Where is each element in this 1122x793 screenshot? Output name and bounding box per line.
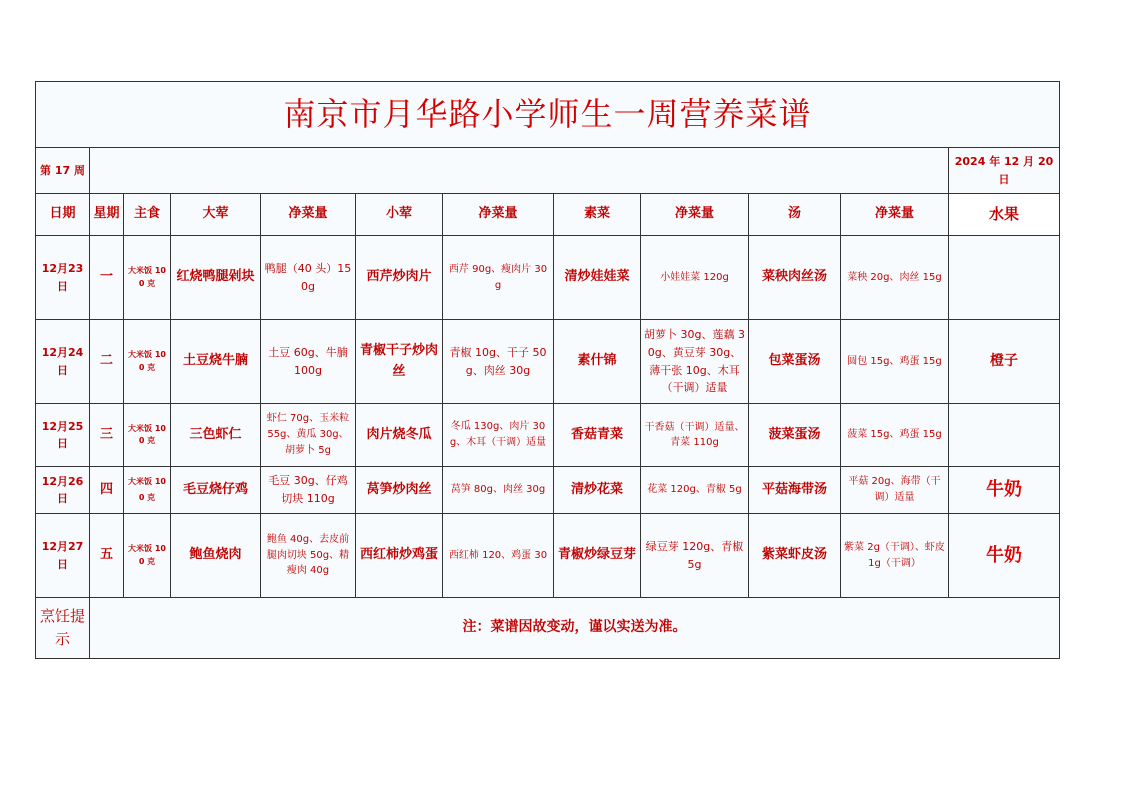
side-dish-qty: 西红柿 120、鸡蛋 30	[443, 514, 554, 598]
main-dish-qty: 虾仁 70g、玉米粒 55g、黄瓜 30g、胡萝卜 5g	[261, 404, 356, 467]
footer-row	[36, 598, 1060, 659]
issue-date: 2024 年 12 月 20 日	[949, 148, 1060, 194]
side-dish-qty: 西芹 90g、瘦肉片 30g	[443, 236, 554, 320]
day-date: 12月27日	[36, 514, 90, 598]
header-fruit: 水果	[949, 194, 1060, 236]
header-soup: 汤	[749, 194, 841, 236]
fruit	[949, 404, 1060, 467]
header-main-dish: 大荤	[171, 194, 261, 236]
header-soup-qty: 净菜量	[841, 194, 949, 236]
veg-dish-qty: 小娃娃菜 120g	[641, 236, 749, 320]
veg-dish-qty: 胡萝卜 30g、莲藕 30g、黄豆芽 30g、薄干张 10g、木耳（干调）适量	[641, 320, 749, 404]
day-staple: 大米饭 100 克	[124, 514, 171, 598]
menu-table	[35, 81, 1060, 659]
soup: 菠菜蛋汤	[749, 404, 841, 467]
side-dish: 莴笋炒肉丝	[356, 467, 443, 514]
main-dish: 红烧鸭腿剁块	[171, 236, 261, 320]
table-row	[36, 467, 1060, 514]
veg-dish-qty: 绿豆芽 120g、青椒 5g	[641, 514, 749, 598]
main-dish-qty: 毛豆 30g、仔鸡切块 110g	[261, 467, 356, 514]
table-row	[36, 404, 1060, 467]
day-date: 12月24日	[36, 320, 90, 404]
soup-qty: 菠菜 15g、鸡蛋 15g	[841, 404, 949, 467]
side-dish-qty: 青椒 10g、干子 50g、肉丝 30g	[443, 320, 554, 404]
day-weekday: 二	[90, 320, 124, 404]
main-dish-qty: 土豆 60g、牛腩 100g	[261, 320, 356, 404]
fruit: 牛奶	[949, 514, 1060, 598]
main-dish: 三色虾仁	[171, 404, 261, 467]
title-row	[36, 82, 1060, 148]
fruit: 牛奶	[949, 467, 1060, 514]
side-dish: 青椒干子炒肉丝	[356, 320, 443, 404]
veg-dish: 素什锦	[554, 320, 641, 404]
veg-dish-qty: 干香菇（干调）适量、青菜 110g	[641, 404, 749, 467]
table-row	[36, 236, 1060, 320]
week-number: 第 17 周	[36, 148, 90, 194]
main-dish: 毛豆烧仔鸡	[171, 467, 261, 514]
footer-note: 注：菜谱因故变动，谨以实送为准。	[90, 598, 1060, 659]
meta-spacer	[90, 148, 949, 194]
side-dish: 肉片烧冬瓜	[356, 404, 443, 467]
soup: 紫菜虾皮汤	[749, 514, 841, 598]
side-dish-qty: 冬瓜 130g、肉片 30g、木耳（干调）适量	[443, 404, 554, 467]
header-main-qty: 净菜量	[261, 194, 356, 236]
day-date: 12月26日	[36, 467, 90, 514]
main-dish-qty: 鲍鱼 40g、去皮前腿肉切块 50g、精瘦肉 40g	[261, 514, 356, 598]
side-dish: 西芹炒肉片	[356, 236, 443, 320]
page-title: 南京市月华路小学师生一周营养菜谱	[36, 82, 1060, 148]
header-staple: 主食	[124, 194, 171, 236]
day-staple: 大米饭 100 克	[124, 236, 171, 320]
veg-dish-qty: 花菜 120g、青椒 5g	[641, 467, 749, 514]
veg-dish: 清炒花菜	[554, 467, 641, 514]
day-staple: 大米饭 100 克	[124, 404, 171, 467]
soup: 菜秧肉丝汤	[749, 236, 841, 320]
fruit: 橙子	[949, 320, 1060, 404]
side-dish-qty: 莴笋 80g、肉丝 30g	[443, 467, 554, 514]
day-staple: 大米饭 100 克	[124, 467, 171, 514]
main-dish-qty: 鸭腿（40 头）150g	[261, 236, 356, 320]
meta-row	[36, 148, 1060, 194]
header-date: 日期	[36, 194, 90, 236]
soup: 包菜蛋汤	[749, 320, 841, 404]
day-staple: 大米饭 100 克	[124, 320, 171, 404]
soup-qty: 紫菜 2g（干调）、虾皮 1g（干调）	[841, 514, 949, 598]
day-weekday: 三	[90, 404, 124, 467]
header-veg-dish: 素菜	[554, 194, 641, 236]
soup-qty: 菜秧 20g、肉丝 15g	[841, 236, 949, 320]
main-dish: 鲍鱼烧肉	[171, 514, 261, 598]
veg-dish: 香菇青菜	[554, 404, 641, 467]
day-date: 12月23日	[36, 236, 90, 320]
header-side-dish: 小荤	[356, 194, 443, 236]
fruit	[949, 236, 1060, 320]
soup-qty: 平菇 20g、海带（干调）适量	[841, 467, 949, 514]
day-date: 12月25日	[36, 404, 90, 467]
veg-dish: 青椒炒绿豆芽	[554, 514, 641, 598]
header-side-qty: 净菜量	[443, 194, 554, 236]
table-row	[36, 514, 1060, 598]
soup: 平菇海带汤	[749, 467, 841, 514]
day-weekday: 一	[90, 236, 124, 320]
soup-qty: 圆包 15g、鸡蛋 15g	[841, 320, 949, 404]
day-weekday: 五	[90, 514, 124, 598]
header-veg-qty: 净菜量	[641, 194, 749, 236]
main-dish: 土豆烧牛腩	[171, 320, 261, 404]
day-weekday: 四	[90, 467, 124, 514]
table-row	[36, 320, 1060, 404]
header-row	[36, 194, 1060, 236]
cooking-tips-label: 烹饪提示	[36, 598, 90, 659]
veg-dish: 清炒娃娃菜	[554, 236, 641, 320]
header-weekday: 星期	[90, 194, 124, 236]
side-dish: 西红柿炒鸡蛋	[356, 514, 443, 598]
